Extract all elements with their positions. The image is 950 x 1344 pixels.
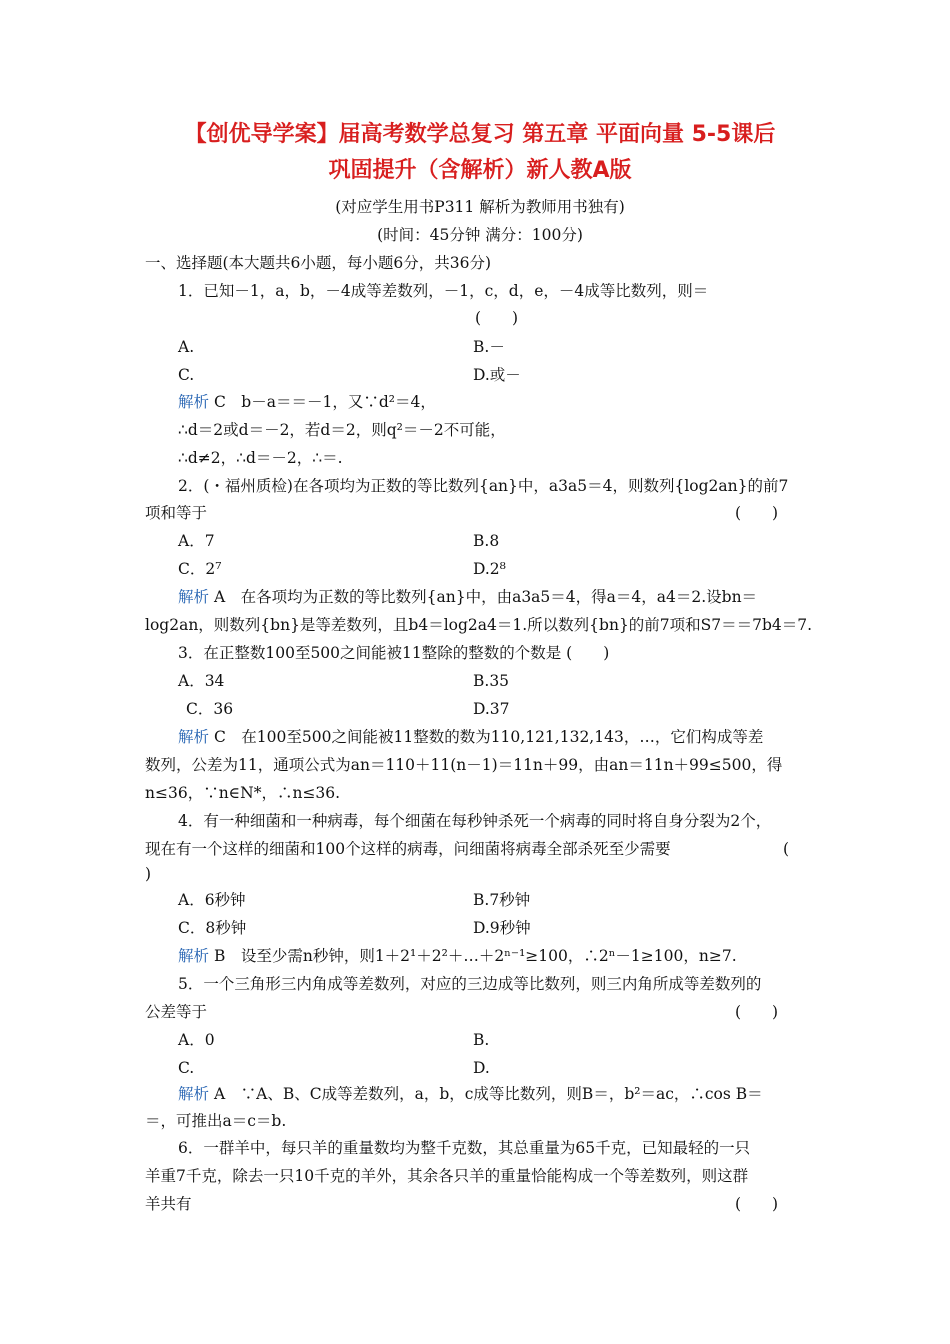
q5-solution-label: 解析 [178, 1085, 210, 1103]
q4-solution-label: 解析 [178, 947, 210, 965]
q3-stem: 3．在正整数100至500之间能被11整除的整数的个数是 ( ) [178, 644, 610, 662]
q1-solution-line1 [178, 391, 436, 413]
document-title-line2: 巩固提升（含解析）新人教A版 [328, 158, 632, 183]
q2-solution-text1: A 在各项均为正数的等比数列{an}中，由a3a5＝4，得a＝4，a4＝2.设bn＝ [209, 588, 758, 606]
q4-answer-paren-open: ( [783, 840, 790, 858]
q1-option-d: D.或－ [473, 366, 521, 384]
q4-solution-line1 [178, 945, 737, 967]
q2-option-b: B.8 [473, 532, 500, 550]
q1-stem: 1．已知－1，a，b，－4成等差数列，－1，c，d，e，－4成等比数列，则＝ [178, 282, 709, 300]
q4-answer-paren-close: ) [145, 865, 152, 883]
q5-solution-line2: ＝，可推出a＝c＝b. [145, 1112, 287, 1130]
source-note: (对应学生用书P311 解析为教师用书独有) [335, 198, 625, 216]
q6-answer-paren: ( ) [735, 1195, 779, 1213]
q2-solution-label: 解析 [178, 588, 210, 606]
q5-stem-line2: 公差等于 [145, 1003, 208, 1021]
q4-stem-line2: 现在有一个这样的细菌和100个这样的病毒，问细菌将病毒全部杀死至少需要 [145, 840, 671, 858]
q1-solution-text1: C b－a＝＝－1，又∵d²＝4， [209, 393, 436, 411]
q3-option-b: B.35 [473, 672, 510, 690]
q2-stem-line2: 项和等于 [145, 504, 208, 522]
q4-option-a: A．6秒钟 [178, 891, 246, 909]
q1-option-c: C. [178, 366, 195, 384]
q1-option-b: B.－ [473, 338, 505, 356]
q5-solution-line1 [178, 1083, 763, 1105]
q3-option-c: C．36 [186, 700, 234, 718]
q4-solution-text1: B 设至少需n秒钟，则1＋2¹＋2²＋…＋2ⁿ⁻¹≥100，∴2ⁿ－1≥100，n≥7. [209, 947, 737, 965]
q5-option-d: D. [473, 1059, 490, 1077]
q3-option-a: A．34 [178, 672, 225, 690]
q2-solution-line1 [178, 586, 757, 608]
q1-solution-line2: ∴d＝2或d＝－2，若d＝2，则q²＝－2不可能， [178, 421, 506, 439]
q3-solution-text1: C 在100至500之间能被11整数的数为110,121,132,143，…，它们构成等差 [209, 728, 764, 746]
q3-solution-line1 [178, 726, 763, 748]
q6-stem-line3: 羊共有 [145, 1195, 192, 1213]
q1-option-a: A. [178, 338, 195, 356]
q3-solution-line3: n≤36，∵n∈N*，∴n≤36. [145, 784, 341, 802]
q2-option-a: A．7 [178, 532, 215, 550]
q1-solution-line3: ∴d≠2，∴d＝－2，∴＝. [178, 449, 343, 467]
q4-option-b: B.7秒钟 [473, 891, 531, 909]
q5-option-c: C. [178, 1059, 195, 1077]
q3-solution-label: 解析 [178, 728, 210, 746]
q5-stem-line1: 5．一个三角形三内角成等差数列，对应的三边成等比数列，则三内角所成等差数列的 [178, 975, 762, 993]
q3-solution-line2: 数列，公差为11，通项公式为an＝110＋11(n－1)＝11n＋99，由an＝11n＋99≤500，得 [145, 756, 783, 774]
time-score-note: (时间：45分钟 满分：100分) [377, 226, 583, 244]
q5-answer-paren: ( ) [735, 1003, 779, 1021]
q2-option-c: C．2⁷ [178, 560, 222, 578]
q2-answer-paren: ( ) [735, 504, 779, 522]
q2-option-d: D.2⁸ [473, 560, 506, 578]
q5-solution-text1: A ∵A、B、C成等差数列，a，b，c成等比数列，则B＝，b²＝ac，∴cos B＝ [209, 1085, 763, 1103]
q6-stem-line2: 羊重7千克，除去一只10千克的羊外，其余各只羊的重量恰能构成一个等差数列，则这群 [145, 1167, 749, 1185]
q1-answer-paren: ( ) [475, 309, 519, 327]
q1-solution-label: 解析 [178, 393, 210, 411]
q5-option-a: A．0 [178, 1031, 215, 1049]
q6-stem-line1: 6．一群羊中，每只羊的重量数均为整千克数，其总重量为65千克，已知最轻的一只 [178, 1139, 751, 1157]
q3-option-d: D.37 [473, 700, 510, 718]
q2-stem-line1: 2．(・福州质检)在各项均为正数的等比数列{an}中，a3a5＝4，则数列{log2an}的前7 [178, 477, 789, 495]
section-heading: 一、选择题(本大题共6小题，每小题6分，共36分) [145, 254, 492, 272]
q2-solution-line2: log2an，则数列{bn}是等差数列，且b4＝log2a4＝1.所以数列{bn}的前7项和S7＝＝7b4＝7. [145, 616, 813, 634]
q4-option-d: D.9秒钟 [473, 919, 531, 937]
q4-option-c: C．8秒钟 [178, 919, 247, 937]
q4-stem-line1: 4．有一种细菌和一种病毒，每个细菌在每秒钟杀死一个病毒的同时将自身分裂为2个， [178, 812, 772, 830]
q5-option-b: B. [473, 1031, 490, 1049]
document-title-line1: 【创优导学案】届高考数学总复习 第五章 平面向量 5-5课后 [184, 122, 776, 147]
